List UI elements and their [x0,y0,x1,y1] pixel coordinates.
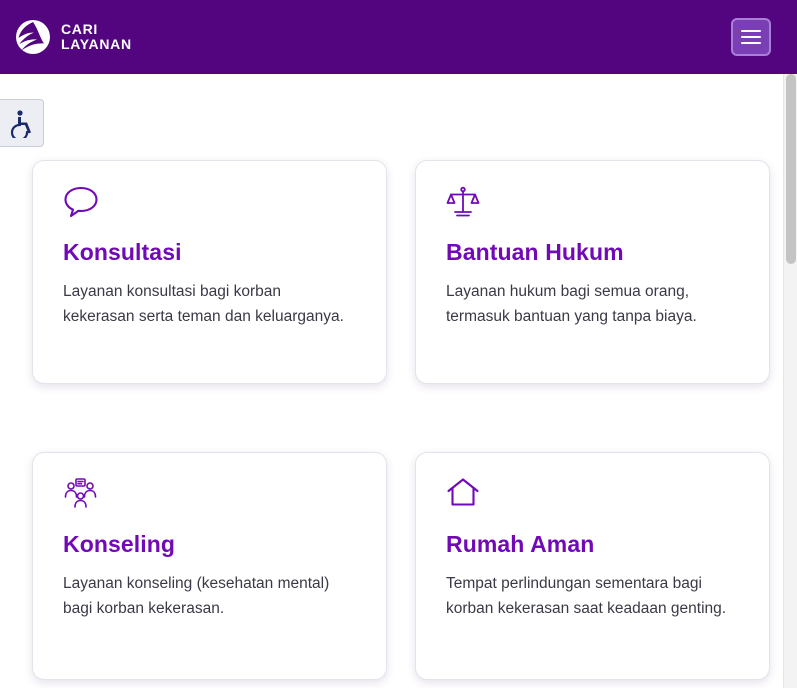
service-card-konseling[interactable] [32,452,387,680]
menu-bar-1 [741,30,761,32]
counseling-group-icon [63,477,360,523]
service-card-konsultasi[interactable] [32,160,387,384]
card-description: Layanan hukum bagi semua orang, termasuk bantuan yang tanpa biaya. [446,283,697,326]
brand-line-2: LAYANAN [61,36,132,52]
menu-bar-3 [741,42,761,44]
brand-line-1: CARI [61,20,99,37]
card-title: Rumah Aman [446,531,595,557]
card-description: Tempat perlindungan sementara bagi korban kekerasan saat keadaan genting. [446,575,727,618]
scales-of-justice-icon [446,185,743,231]
card-title: Bantuan Hukum [446,239,624,265]
card-title: Konseling [63,531,176,557]
accessibility-widget-button[interactable] [0,99,44,147]
site-header [0,0,797,74]
brand-text [61,22,132,52]
wheelchair-accessibility-icon [7,108,37,138]
hamburger-menu-icon[interactable] [731,18,771,56]
page-scrollbar[interactable] [783,74,797,688]
scrollbar-thumb[interactable] [786,74,796,264]
service-card-bantuan-hukum[interactable] [415,160,770,384]
service-card-grid [32,160,753,680]
card-title: Konsultasi [63,239,182,265]
card-description: Layanan konseling (kesehatan mental) bagi korban kekerasan. [63,575,330,618]
menu-bar-2 [741,36,761,38]
service-card-rumah-aman[interactable] [415,452,770,680]
services-section [0,74,783,688]
brand-logo[interactable] [14,18,132,56]
speech-bubble-icon [63,185,360,231]
swirl-globe-icon [14,18,52,56]
home-shelter-icon [446,477,743,523]
card-description: Layanan konsultasi bagi korban kekerasan serta teman dan keluarganya. [63,283,344,326]
